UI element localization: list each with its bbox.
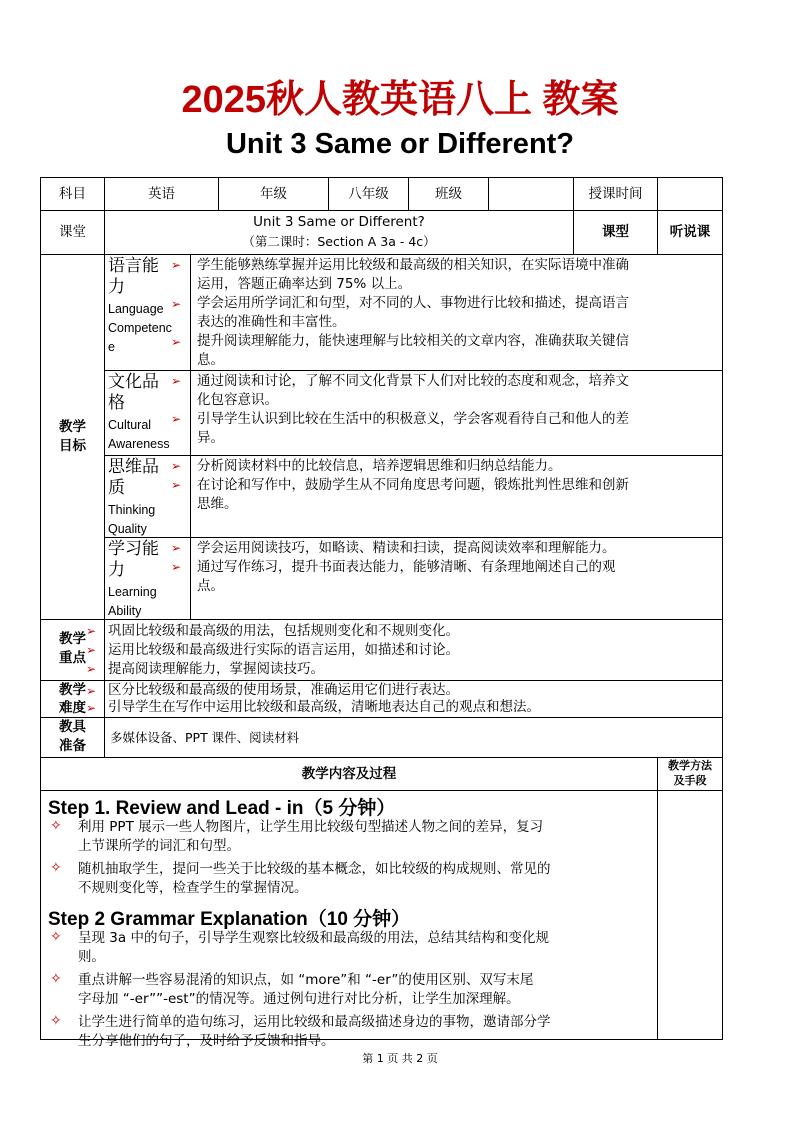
key-point-line: 提高阅读理解能力，掌握阅读技巧。 xyxy=(108,661,324,677)
key-point-line: 运用比较级和最高级进行实际的语言运用，如描述和讨论。 xyxy=(108,642,459,658)
type-value: 听说课 xyxy=(669,224,711,240)
page-footer: 第 1 页 共 2 页 xyxy=(362,1052,438,1065)
arrow-bullet-icon: ➢ xyxy=(171,478,182,492)
objective-line: 学会运用阅读技巧，如略读、精读和扫读，提高阅读效率和理解能力。 xyxy=(197,540,616,556)
arrow-bullet-icon: ➢ xyxy=(171,412,182,426)
materials-value: 多媒体设备、PPT 课件、阅读材料 xyxy=(110,730,300,745)
diamond-bullet-icon: ✧ xyxy=(50,860,62,876)
objective-name-cn: 文化品 xyxy=(108,372,159,392)
step-item-line: 则。 xyxy=(78,949,105,965)
objective-line: 在讨论和写作中，鼓励学生从不同角度思考问题，锻炼批判性思维和创新 xyxy=(197,477,629,493)
objective-line: 点。 xyxy=(197,578,224,594)
arrow-bullet-icon: ➢ xyxy=(86,701,97,715)
step-item-line: 让学生进行简单的造句练习，运用比较级和最高级描述身边的事物，邀请部分学 xyxy=(78,1014,551,1030)
objective-line: 学会运用所学词汇和句型，对不同的人、事物进行比较和描述，提高语言 xyxy=(197,295,629,311)
objective-name-en: Quality xyxy=(108,522,147,536)
time-value xyxy=(658,178,722,210)
objective-line: 运用，答题正确率达到 75% 以上。 xyxy=(197,276,412,292)
arrow-bullet-icon: ➢ xyxy=(171,560,182,574)
objective-line: 异。 xyxy=(197,430,224,446)
arrow-bullet-icon: ➢ xyxy=(171,374,182,388)
unit-subtitle: Unit 3 Same or Different? xyxy=(225,128,575,160)
key-points-label: 教学 重点 xyxy=(59,631,86,666)
step-item-line: 上节课所学的词汇和句型。 xyxy=(78,838,240,854)
objective-name-en: e xyxy=(108,340,115,354)
objective-line: 表达的准确性和丰富性。 xyxy=(197,314,346,330)
objective-name-en: Learning xyxy=(108,585,157,599)
step-item-line: 重点讲解一些容易混淆的知识点，如 “more”和 “-er”的使用区别、双写末尾 xyxy=(78,972,534,988)
objective-line: 思维。 xyxy=(197,496,238,512)
objective-name-en: Awareness xyxy=(108,437,170,451)
objective-name-cn: 学习能 xyxy=(108,539,159,559)
arrow-bullet-icon: ➢ xyxy=(171,296,182,311)
lesson-line-2: （第二课时：Section A 3a - 4c） xyxy=(242,234,436,249)
objective-name-en: Thinking xyxy=(108,503,156,517)
diamond-bullet-icon: ✧ xyxy=(50,971,62,987)
grade-label: 年级 xyxy=(260,185,287,202)
step-item-line: 生分享他们的句子，及时给予反馈和指导。 xyxy=(78,1033,335,1049)
lesson-title xyxy=(105,213,573,251)
objective-line: 通过写作练习，提升书面表达能力，能够清晰、有条理地阐述自己的观 xyxy=(197,559,616,575)
objective-name-en: Cultural xyxy=(108,418,152,432)
method-header: 教学方法 及手段 xyxy=(668,759,712,787)
diamond-bullet-icon: ✧ xyxy=(50,818,62,834)
difficulty-line: 区分比较级和最高级的使用场景，准确运用它们进行表达。 xyxy=(108,682,459,698)
lesson-label: 课堂 xyxy=(59,224,86,240)
objective-name-en: Language xyxy=(108,302,164,316)
arrow-bullet-icon: ➢ xyxy=(86,662,97,676)
objective-name-cn: 格 xyxy=(108,393,125,413)
objective-name-en: Ability xyxy=(108,604,142,618)
step-item-line: 利用 PPT 展示一些人物图片，让学生用比较级句型描述人物之间的差异，复习 xyxy=(78,819,544,835)
diamond-bullet-icon: ✧ xyxy=(50,929,62,945)
diamond-bullet-icon: ✧ xyxy=(50,1013,62,1029)
class-value xyxy=(489,178,573,210)
class-label: 班级 xyxy=(435,185,462,202)
step-title: Step 2 Grammar Explanation（10 分钟） xyxy=(48,909,411,930)
arrow-bullet-icon: ➢ xyxy=(171,258,182,272)
process-header: 教学内容及过程 xyxy=(301,765,397,782)
objective-line: 息。 xyxy=(197,352,224,368)
objective-name-cn: 语言能 xyxy=(108,256,159,276)
arrow-bullet-icon: ➢ xyxy=(171,541,182,555)
step-item-line: 不规则变化等，检查学生的掌握情况。 xyxy=(78,880,308,896)
step-item-line: 字母加 “-er””-est”的情况等。通过例句进行对比分析，让学生加深理解。 xyxy=(78,991,520,1007)
difficulty-line: 引导学生在写作中运用比较级和最高级，清晰地表达自己的观点和想法。 xyxy=(108,699,540,715)
lesson-line-1: Unit 3 Same or Different? xyxy=(253,214,425,230)
objectives-label: 教学 目标 xyxy=(59,419,86,454)
step-title: Step 1. Review and Lead - in（5 分钟） xyxy=(48,798,396,819)
type-label: 课型 xyxy=(602,224,629,240)
objective-line: 引导学生认识到比较在生活中的积极意义，学会客观看待自己和他人的差 xyxy=(197,411,629,427)
arrow-bullet-icon: ➢ xyxy=(86,624,97,638)
subject-label: 科目 xyxy=(59,185,86,202)
objective-name-cn: 力 xyxy=(108,277,125,297)
time-label: 授课时间 xyxy=(588,185,643,202)
objective-name-en: Competenc xyxy=(108,321,172,335)
difficulty-label: 教学 难度 xyxy=(59,682,86,716)
materials-label: 教具 准备 xyxy=(59,719,86,754)
key-point-line: 巩固比较级和最高级的用法，包括规则变化和不规则变化。 xyxy=(108,623,459,639)
objective-name-cn: 思维品 xyxy=(108,457,159,477)
arrow-bullet-icon: ➢ xyxy=(86,684,97,698)
objective-name-cn: 力 xyxy=(108,560,125,580)
arrow-bullet-icon: ➢ xyxy=(86,643,97,657)
objective-line: 学生能够熟练掌握并运用比较级和最高级的相关知识，在实际语境中准确 xyxy=(197,257,629,273)
page-title: 2025秋人教英语八上 教案 xyxy=(181,79,619,121)
objective-line: 分析阅读材料中的比较信息，培养逻辑思维和归纳总结能力。 xyxy=(197,458,562,474)
objective-line: 通过阅读和讨论，了解不同文化背景下人们对比较的态度和观念，培养文 xyxy=(197,373,629,389)
arrow-bullet-icon: ➢ xyxy=(171,335,182,350)
step-item-line: 随机抽取学生，提问一些关于比较级的基本概念，如比较级的构成规则、常见的 xyxy=(78,861,551,877)
arrow-bullet-icon: ➢ xyxy=(171,459,182,473)
grade-value: 八年级 xyxy=(348,185,389,202)
objective-line: 提升阅读理解能力，能快速理解与比较相关的文章内容，准确获取关键信 xyxy=(197,333,629,349)
objective-name-cn: 质 xyxy=(108,478,125,498)
subject-value: 英语 xyxy=(148,185,175,202)
objective-line: 化包容意识。 xyxy=(197,392,278,408)
step-item-line: 呈现 3a 中的句子，引导学生观察比较级和最高级的用法，总结其结构和变化规 xyxy=(78,930,549,946)
